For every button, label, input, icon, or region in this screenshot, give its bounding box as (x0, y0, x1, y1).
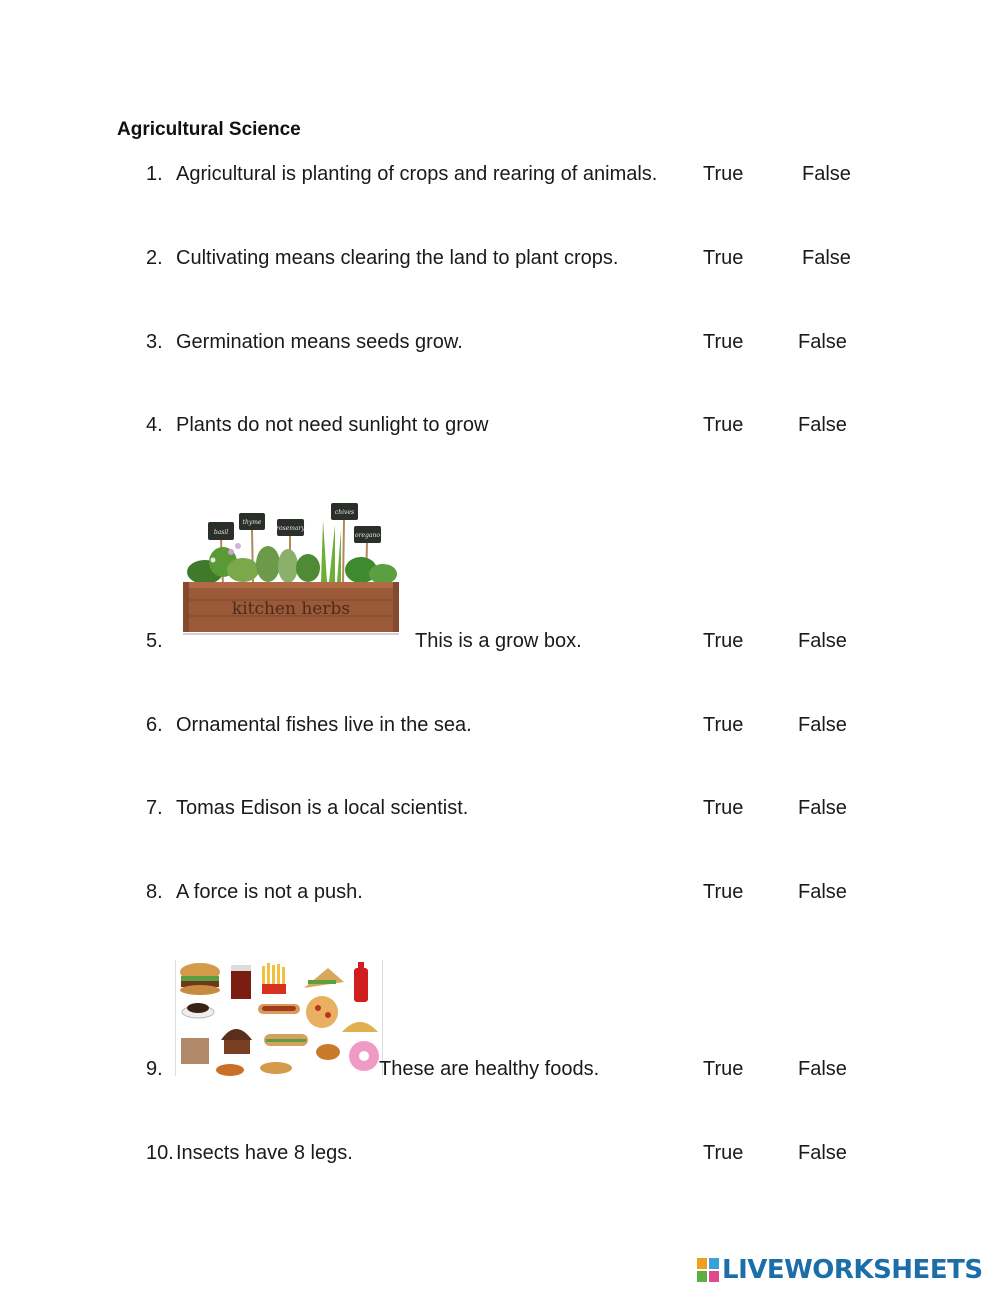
worksheet-title: Agricultural Science (117, 119, 301, 140)
question-text: Ornamental fishes live in the sea. (176, 714, 472, 736)
question-row-1 (0, 159, 1000, 189)
question-text: These are healthy foods. (379, 1058, 600, 1080)
question-number: 1. (146, 163, 163, 185)
question-text: Plants do not need sunlight to grow (176, 414, 489, 436)
false-option[interactable]: False (798, 714, 847, 736)
question-number: 2. (146, 247, 163, 269)
question-text: Insects have 8 legs. (176, 1142, 353, 1164)
question-number: 7. (146, 797, 163, 819)
true-option[interactable]: True (703, 881, 744, 903)
herb-box-label: kitchen herbs (231, 599, 351, 619)
question-number: 3. (146, 331, 163, 353)
question-number: 4. (146, 414, 163, 436)
logo-text: LIVEWORKSHEETS (722, 1255, 983, 1285)
false-option[interactable]: False (802, 247, 851, 269)
false-option[interactable]: False (798, 881, 847, 903)
question-row-5 (0, 626, 1000, 656)
false-option[interactable]: False (798, 1058, 847, 1080)
question-row-7 (0, 793, 1000, 823)
herb-sign-oregano: oregano (355, 532, 380, 539)
false-option[interactable]: False (798, 331, 847, 353)
logo-blocks-icon (697, 1258, 719, 1282)
false-option[interactable]: False (798, 797, 847, 819)
question-number: 6. (146, 714, 163, 736)
true-option[interactable]: True (703, 163, 744, 185)
true-option[interactable]: True (703, 797, 744, 819)
question-number: 10. (146, 1142, 174, 1164)
question-text: Tomas Edison is a local scientist. (176, 797, 469, 819)
herb-sign-thyme: thyme (242, 519, 262, 526)
herb-sign-rosemary: rosemary (276, 525, 305, 532)
question-row-2 (0, 243, 1000, 273)
true-option[interactable]: True (703, 331, 744, 353)
question-row-6 (0, 710, 1000, 740)
herb-sign-chives: chives (334, 509, 355, 516)
question-row-3 (0, 327, 1000, 357)
liveworksheets-logo (697, 1255, 983, 1285)
false-option[interactable]: False (802, 163, 851, 185)
true-option[interactable]: True (703, 630, 744, 652)
question-text: A force is not a push. (176, 881, 363, 903)
true-option[interactable]: True (703, 414, 744, 436)
false-option[interactable]: False (798, 414, 847, 436)
question-number: 5. (146, 630, 163, 652)
question-text: Agricultural is planting of crops and rearing of animals. (176, 163, 658, 185)
true-option[interactable]: True (703, 714, 744, 736)
question-number: 9. (146, 1058, 163, 1080)
herb-sign-basil: basil (213, 529, 229, 536)
question-number: 8. (146, 881, 163, 903)
true-option[interactable]: True (703, 1058, 744, 1080)
question-row-10 (0, 1138, 1000, 1168)
false-option[interactable]: False (798, 630, 847, 652)
question-row-9 (0, 1054, 1000, 1084)
true-option[interactable]: True (703, 247, 744, 269)
question-row-8 (0, 877, 1000, 907)
question-row-4 (0, 410, 1000, 440)
question-text: Cultivating means clearing the land to plant crops. (176, 247, 619, 269)
false-option[interactable]: False (798, 1142, 847, 1164)
true-option[interactable]: True (703, 1142, 744, 1164)
question-text: This is a grow box. (415, 630, 582, 652)
question-text: Germination means seeds grow. (176, 331, 463, 353)
